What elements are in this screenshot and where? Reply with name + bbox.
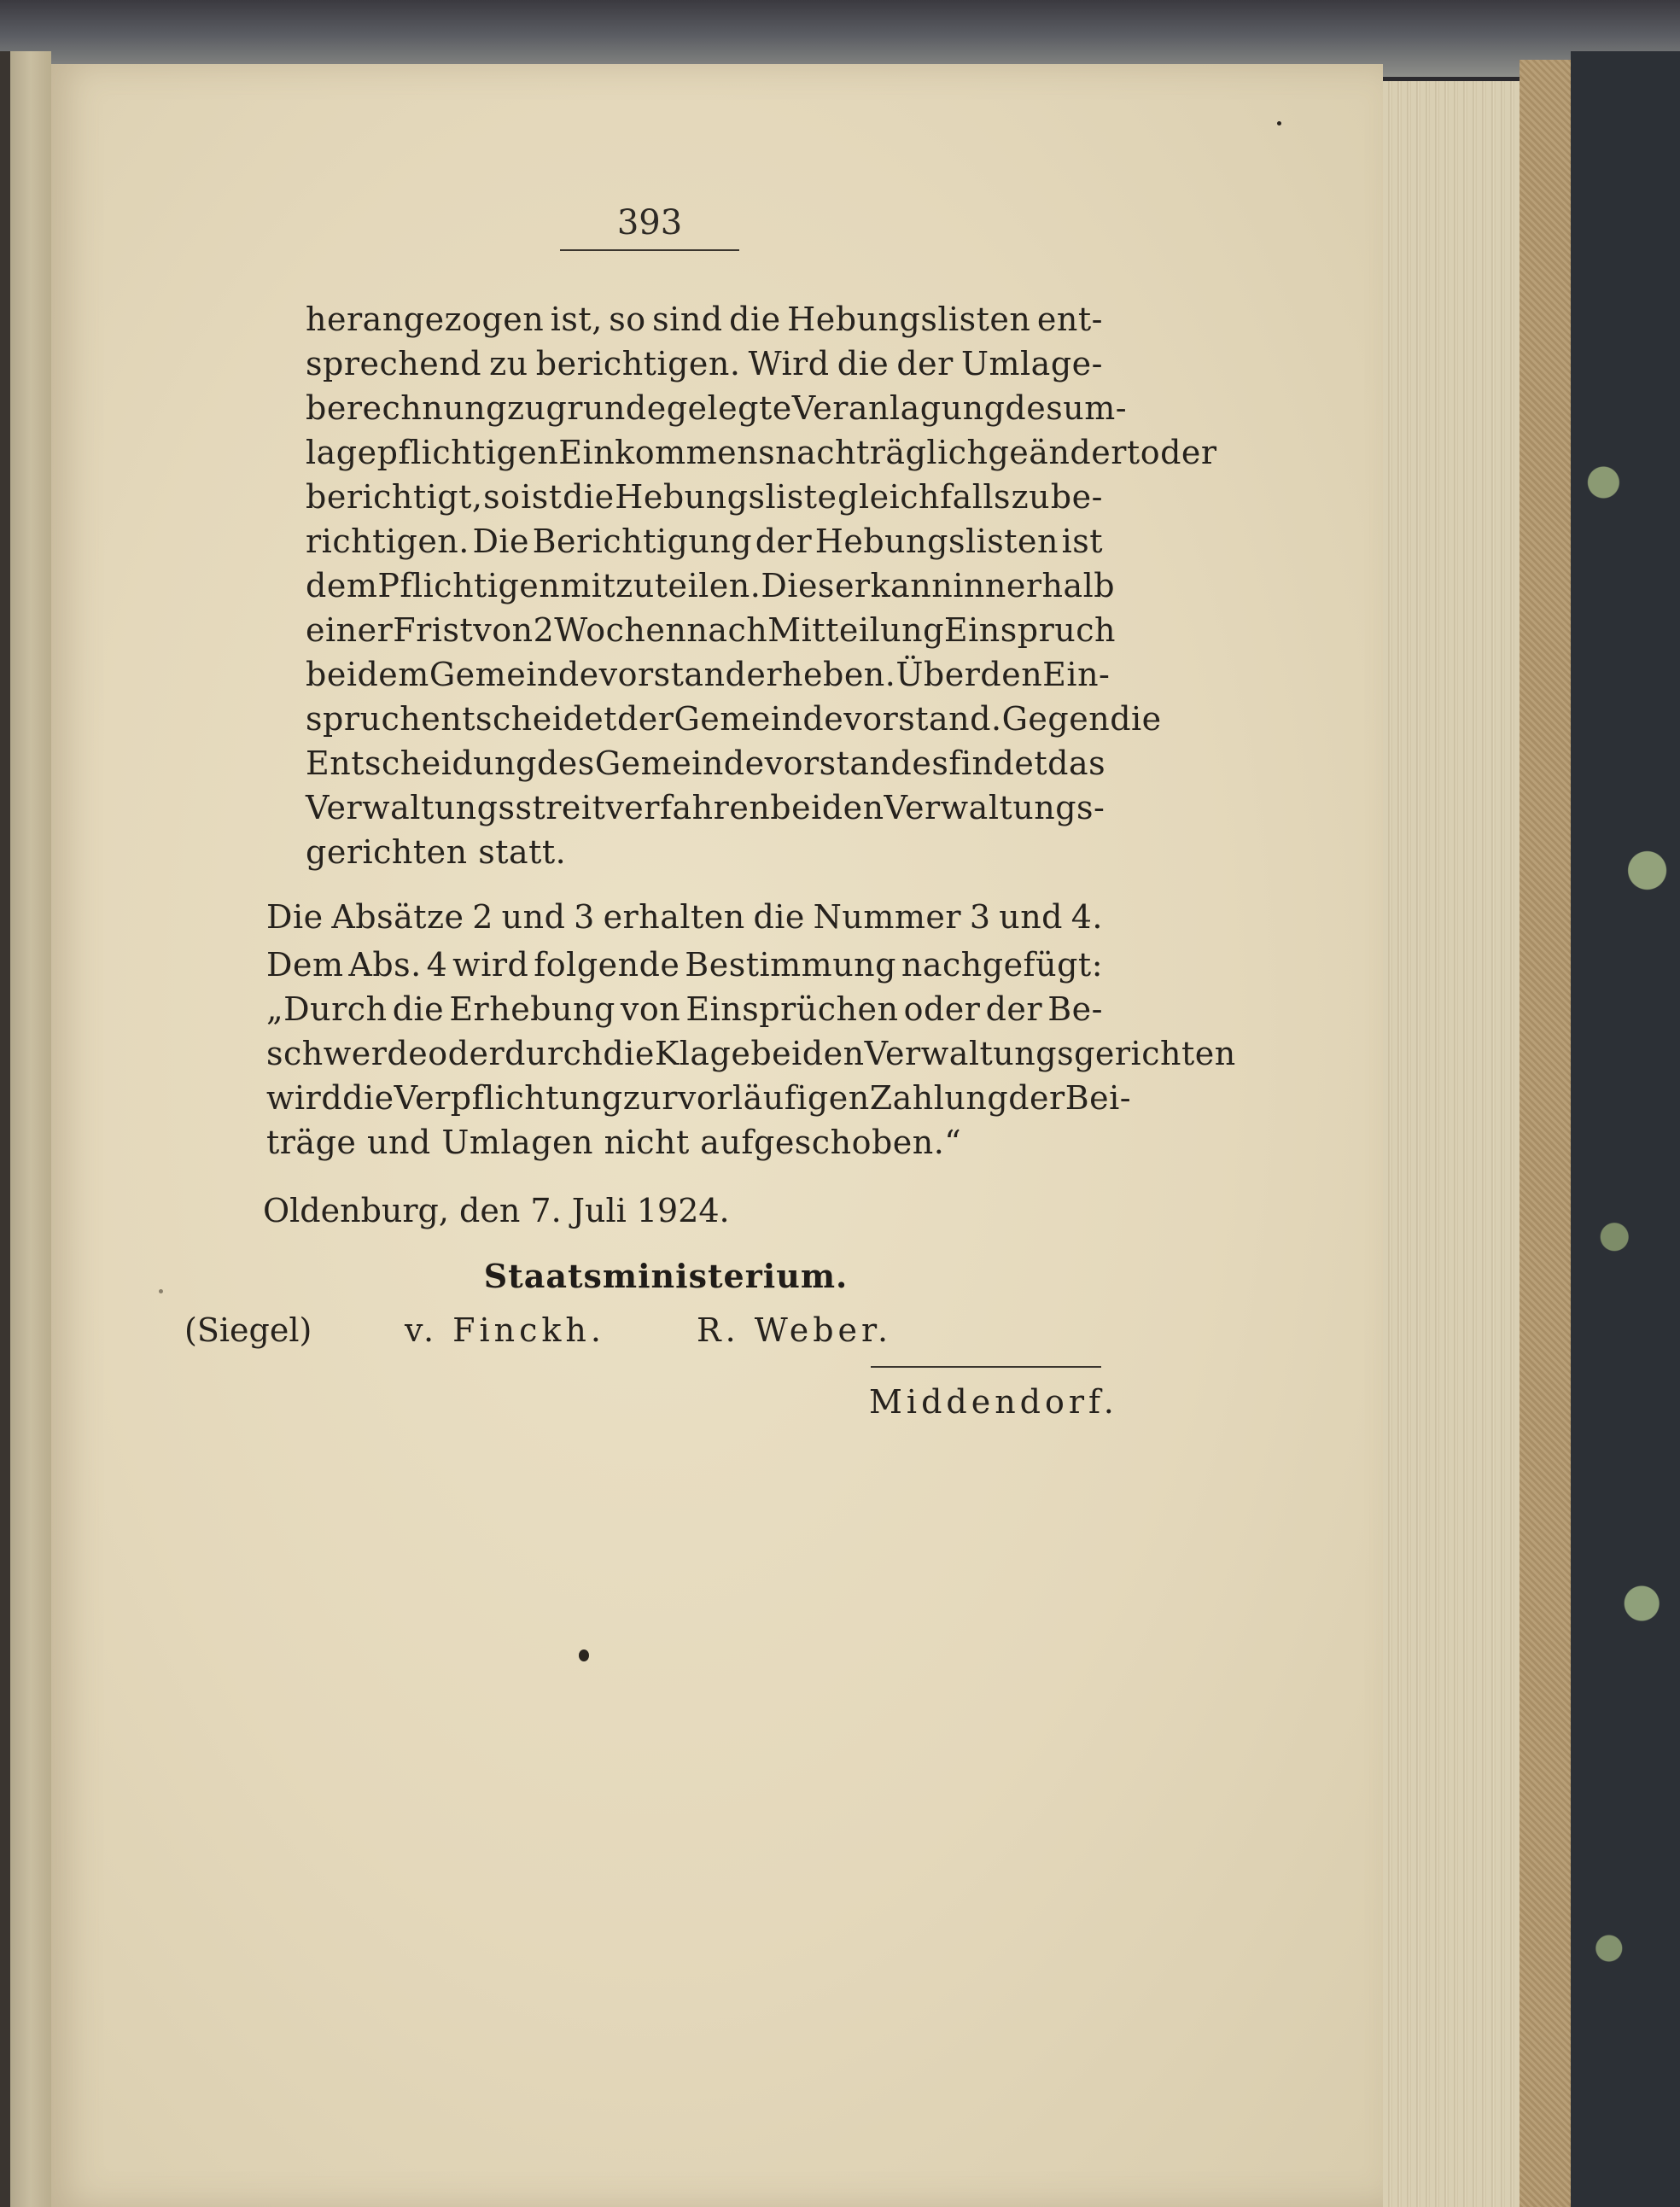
place-and-date: Oldenburg, den 7. Juli 1924. <box>263 1192 730 1229</box>
text-line: spruch entscheidet der Gemeindevorstand. Gegen die <box>306 700 1162 738</box>
ink-speck <box>579 1649 589 1661</box>
text-line: dem Pflichtigen mitzuteilen. Dieser kann innerhalb <box>306 567 1116 604</box>
text-line: schwerde oder durch die Klage bei den Verwaltungsgerichten <box>266 1035 1236 1072</box>
text-line: richtigen. Die Berichtigung der Hebungslisten ist <box>306 523 1103 560</box>
text-line: gerichten statt. <box>306 833 567 871</box>
text-line: Entscheidung des Gemeindevorstandes findet das <box>306 744 1106 782</box>
cover-cloth-edge <box>1520 60 1571 2207</box>
text-line: herangezogen ist, so sind die Hebungslisten ent- <box>306 301 1103 338</box>
issuing-authority: Staatsministerium. <box>483 1257 849 1295</box>
text-line: „Durch die Erhebung von Einsprüchen oder der Be- <box>266 990 1103 1028</box>
signature-weber: R. Weber. <box>697 1311 893 1349</box>
ink-speck <box>1277 121 1281 126</box>
marbled-endpaper <box>1571 51 1680 2207</box>
text-line: Die Absätze 2 und 3 erhalten die Nummer 3 und 4. <box>266 898 1103 936</box>
text-line: einer Frist von 2 Wochen nach Mitteilung Einspruch <box>306 611 1116 649</box>
text-line: wird die Verpflichtung zur vorläufigen Zahlung der Bei- <box>266 1079 1132 1117</box>
binding-gutter <box>0 51 10 2207</box>
text-line: träge und Umlagen nicht aufgeschoben.“ <box>266 1124 962 1161</box>
text-line: berichtigt, so ist die Hebungsliste gleichfalls zu be- <box>306 478 1103 516</box>
ink-speck <box>159 1289 163 1293</box>
signature-middendorf: Middendorf. <box>869 1383 1118 1421</box>
text-line: Verwaltungsstreitverfahren bei den Verwaltungs- <box>306 789 1105 826</box>
signature-rule <box>871 1366 1101 1368</box>
seal-note: (Siegel) <box>184 1311 312 1349</box>
text-line: Dem Abs. 4 wird folgende Bestimmung nachgefügt: <box>266 946 1103 984</box>
page-stack-edges <box>1383 81 1520 2207</box>
text-line: bei dem Gemeindevorstand erheben. Über den Ein- <box>306 656 1111 693</box>
text-line: berechnung zugrunde gelegte Veranlagung des um- <box>306 389 1128 427</box>
page-number: 393 <box>616 203 683 242</box>
text-line: sprechend zu berichtigen. Wird die der Umlage- <box>306 345 1103 382</box>
text-line: lagepflichtigen Einkommens nachträglich geändert oder <box>306 434 1217 471</box>
header-rule <box>560 249 739 251</box>
signature-finckh: v. Finckh. <box>405 1311 605 1349</box>
